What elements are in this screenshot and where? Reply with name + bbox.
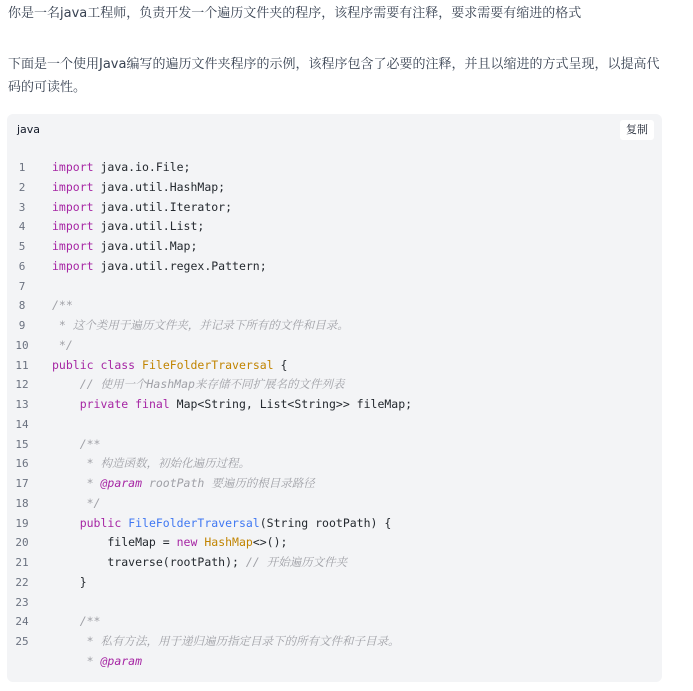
code-token: /** <box>52 614 101 629</box>
code-token: class <box>100 357 136 372</box>
code-token: (String rootPath) { <box>259 515 392 530</box>
code-token: java.util.HashMap; <box>93 179 226 194</box>
code-line-source <box>52 198 232 218</box>
code-token: java.util.Iterator; <box>93 199 233 214</box>
code-token: public <box>52 357 94 372</box>
code-body <box>7 158 662 672</box>
code-line-source <box>52 612 100 632</box>
code-line-source <box>52 356 287 376</box>
code-token: import <box>52 239 94 253</box>
code-token: @param <box>100 653 143 668</box>
code-line <box>7 632 662 652</box>
line-number: 22 <box>15 575 29 589</box>
code-line <box>7 257 662 277</box>
code-token: * 私有方法，用于递归遍历指定目录下的所有文件和子目录。 <box>52 634 400 648</box>
code-line <box>7 277 662 297</box>
code-token: java.util.regex.Pattern; <box>93 258 267 273</box>
code-line-source <box>52 336 73 356</box>
code-line-source <box>52 573 87 593</box>
code-line <box>7 573 662 593</box>
code-token: final <box>135 397 170 411</box>
code-token: * <box>52 653 101 668</box>
code-token: import <box>52 179 94 194</box>
code-line <box>7 652 662 672</box>
code-line-source <box>52 652 142 672</box>
code-token: */ <box>52 495 101 510</box>
code-line <box>7 454 662 474</box>
line-number: 23 <box>15 595 29 609</box>
code-token: { <box>273 357 288 372</box>
line-number: 15 <box>15 437 29 451</box>
line-number: 10 <box>15 338 29 352</box>
code-token: } <box>52 574 87 589</box>
code-line-source <box>52 395 412 415</box>
code-token: import <box>52 258 94 273</box>
line-number: 1 <box>18 161 26 174</box>
line-number: 17 <box>15 477 29 490</box>
code-token: new <box>176 535 198 550</box>
code-line <box>7 612 662 632</box>
code-token <box>52 516 80 530</box>
code-token: FileFolderTraversal <box>128 515 260 530</box>
code-token: // 使用一个HashMap来存储不同扩展名的文件列表 <box>79 377 345 392</box>
line-number: 24 <box>15 615 29 629</box>
line-number: 3 <box>18 200 26 214</box>
line-number: 18 <box>15 496 29 510</box>
code-token: * <box>52 476 101 490</box>
line-number: 21 <box>15 556 29 569</box>
code-line-source <box>52 316 349 336</box>
code-line-source <box>52 237 197 257</box>
code-token: <>(); <box>252 535 288 550</box>
code-line <box>7 336 662 356</box>
code-token: */ <box>52 337 73 352</box>
line-number: 16 <box>15 457 29 471</box>
code-line-source <box>52 632 399 652</box>
code-token: import <box>52 219 94 234</box>
code-line <box>7 435 662 455</box>
code-token: * 构造函数，初始化遍历过程。 <box>52 456 250 471</box>
code-token: public <box>79 515 122 530</box>
code-line <box>7 198 662 218</box>
line-number: 25 <box>15 635 29 648</box>
code-line-source <box>52 257 267 277</box>
code-line <box>7 316 662 336</box>
code-token: @param <box>100 476 143 490</box>
code-line <box>7 375 662 395</box>
code-line-source <box>52 494 100 514</box>
code-line <box>7 533 662 553</box>
code-token: /** <box>52 298 73 313</box>
code-token: Map<String, List<String>> fileMap; <box>169 397 413 411</box>
code-line <box>7 415 662 435</box>
code-token <box>52 397 80 411</box>
code-token: HashMap <box>204 535 253 550</box>
line-number: 2 <box>18 180 26 194</box>
code-token: // 开始遍历文件夹 <box>245 555 348 569</box>
code-token: rootPath 要遍历的根目录路径 <box>142 476 315 490</box>
line-number: 13 <box>15 398 29 411</box>
code-line <box>7 553 662 573</box>
code-token: import <box>52 160 94 174</box>
line-number: 7 <box>18 279 26 293</box>
code-token <box>135 358 142 372</box>
code-token <box>52 377 80 391</box>
line-number: 8 <box>18 299 26 313</box>
code-line <box>7 158 662 178</box>
code-block-header <box>7 114 662 146</box>
code-block <box>7 114 662 682</box>
code-token: /** <box>52 436 101 451</box>
code-line-source <box>52 296 73 316</box>
line-number: 4 <box>18 220 26 234</box>
copy-button[interactable]: 复制 <box>620 120 654 140</box>
code-line-source <box>52 454 250 474</box>
answer-intro-text: 下面是一个使用Java编写的遍历文件夹程序的示例，该程序包含了必要的注释，并且以缩进的方式呈现，以提高代码的可读性。 <box>8 57 660 95</box>
code-line-source <box>52 158 190 178</box>
code-line <box>7 178 662 198</box>
line-number: 5 <box>18 240 26 253</box>
code-line <box>7 514 662 534</box>
code-language-label: java <box>17 123 41 136</box>
code-line-source <box>52 178 225 198</box>
line-number: 6 <box>18 259 26 273</box>
code-token: * 这个类用于遍历文件夹，并记录下所有的文件和目录。 <box>52 318 349 332</box>
code-token: fileMap = <box>52 535 177 550</box>
code-line-source <box>52 375 344 395</box>
code-line <box>7 474 662 494</box>
code-line-source <box>52 533 287 553</box>
code-line-source <box>52 435 100 455</box>
code-line <box>7 296 662 316</box>
line-number: 12 <box>15 378 29 392</box>
code-line <box>7 395 662 415</box>
line-number: 20 <box>15 536 29 550</box>
code-token: java.io.File; <box>93 160 191 174</box>
code-token: traverse(rootPath); <box>52 555 246 569</box>
code-line-source <box>52 553 347 573</box>
code-line-source <box>52 217 204 237</box>
code-line <box>7 356 662 376</box>
code-line-source <box>52 514 391 534</box>
code-line-source <box>52 474 315 494</box>
code-line <box>7 217 662 237</box>
code-line <box>7 593 662 613</box>
line-number: 11 <box>15 358 29 372</box>
line-number: 9 <box>18 319 26 332</box>
code-token: FileFolderTraversal <box>142 357 274 372</box>
line-number: 14 <box>15 417 29 431</box>
code-token: import <box>52 199 94 214</box>
code-line <box>7 237 662 257</box>
code-line <box>7 494 662 514</box>
code-token: java.util.List; <box>93 219 205 234</box>
line-number: 19 <box>15 516 29 530</box>
user-prompt: 你是一名java工程师，负责开发一个遍历文件夹的程序，该程序需要有注释，要求需要有缩进的格式 <box>8 6 582 21</box>
code-token: private <box>79 397 129 411</box>
code-token: java.util.Map; <box>93 239 198 253</box>
